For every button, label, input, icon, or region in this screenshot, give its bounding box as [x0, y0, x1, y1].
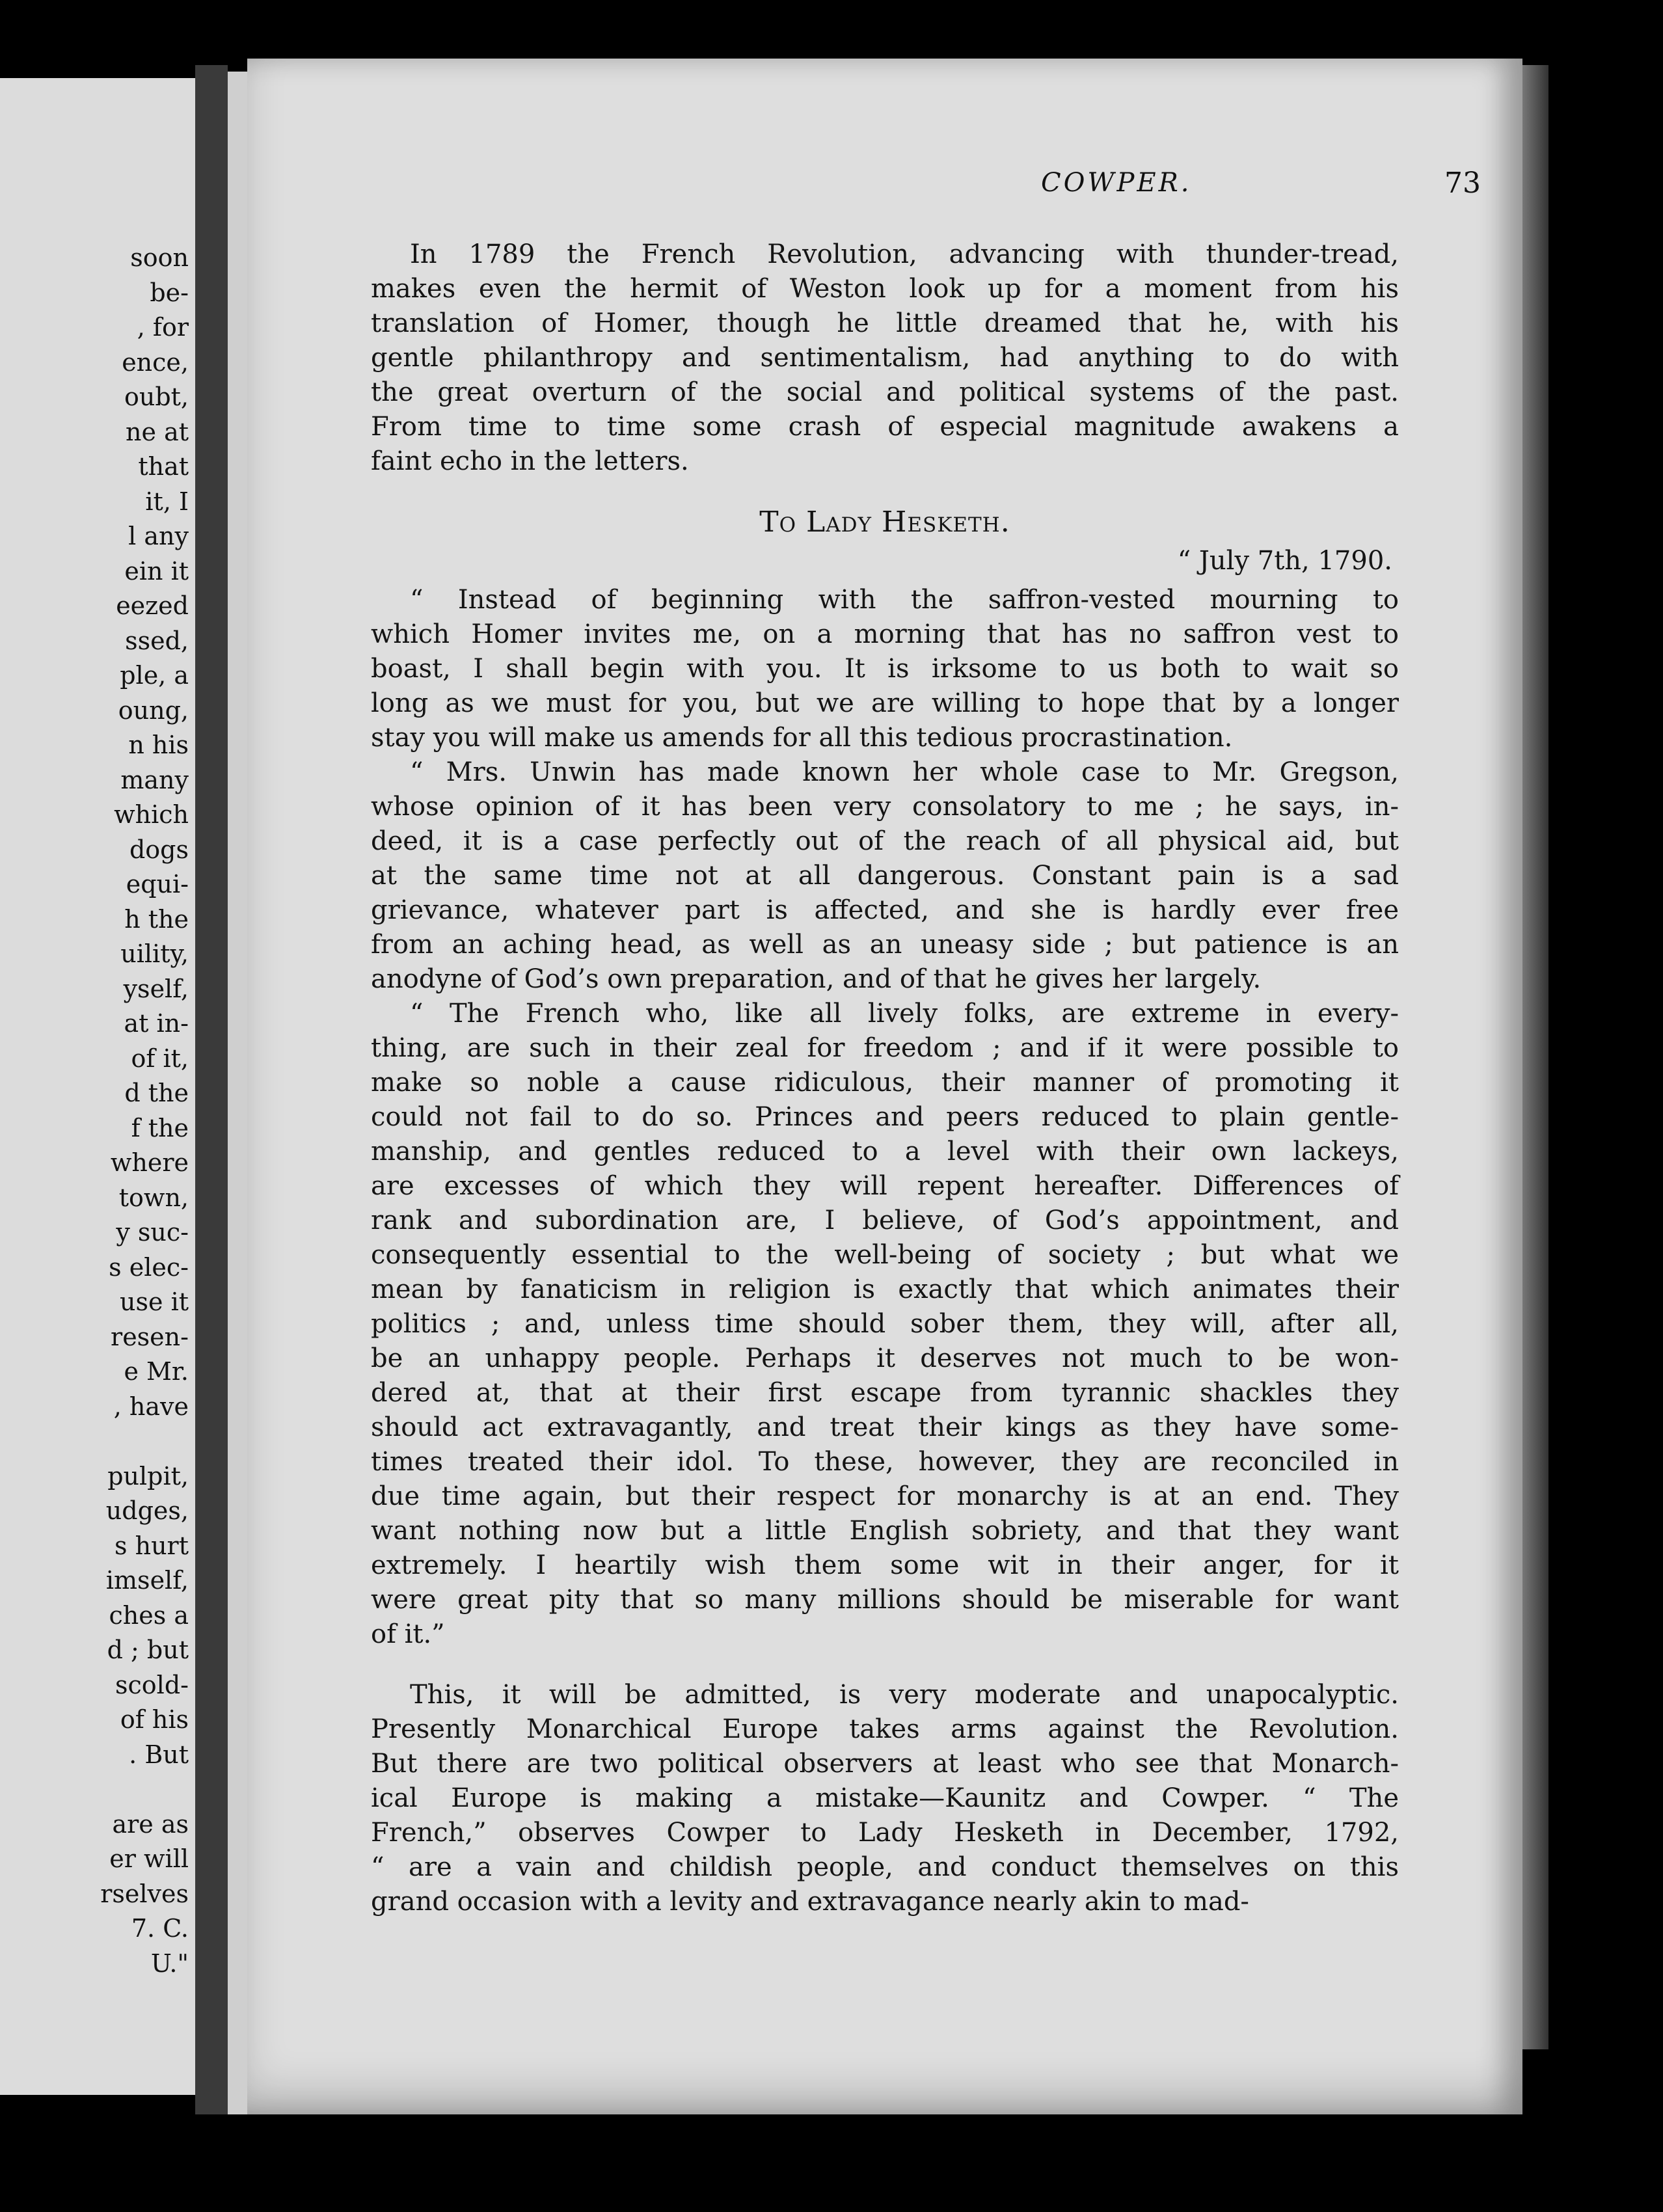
text-line: could not fail to do so. Princes and peers reduced to plain gentle-: [371, 1102, 1399, 1132]
left-page-fragment: oung,: [118, 695, 189, 725]
left-page-fragment: d ; but: [107, 1636, 189, 1664]
left-page-fragment: yself,: [123, 974, 189, 1003]
left-page-fragment: , have: [113, 1392, 189, 1421]
text-line: of it.”: [371, 1619, 445, 1649]
text-line: Presently Monarchical Europe takes arms against the Revolution.: [371, 1714, 1399, 1744]
left-page-fragment: d the: [124, 1079, 189, 1107]
left-page-fragment: of his: [120, 1705, 189, 1734]
left-page-fragment: ssed,: [125, 626, 189, 655]
left-page-fragment: rselves: [100, 1879, 189, 1908]
text-line: dered at, that at their first escape from tyrannic shackles they: [371, 1378, 1399, 1408]
text-line: This, it will be admitted, is very moderate and unapocalyptic.: [410, 1680, 1399, 1710]
left-page-fragment: , for: [137, 313, 189, 342]
text-line: want nothing now but a little English sobriety, and that they want: [371, 1516, 1399, 1546]
left-page-fragment: are as: [112, 1809, 189, 1839]
text-line: From time to time some crash of especial magnitude awakens a: [371, 412, 1399, 442]
text-line: grievance, whatever part is affected, and she is hardly ever free: [371, 895, 1399, 925]
text-line: “ Instead of beginning with the saffron-vested mourning to: [410, 585, 1399, 615]
left-page-fragment: uility,: [120, 939, 189, 968]
text-line: boast, I shall begin with you. It is irksome to us both to wait so: [371, 654, 1399, 684]
text-line: French,” observes Cowper to Lady Hesketh in December, 1792,: [371, 1818, 1399, 1848]
text-line: which Homer invites me, on a morning that has no saffron vest to: [371, 619, 1399, 649]
text-line: “ are a vain and childish people, and conduct themselves on this: [371, 1852, 1399, 1882]
left-page-fragment: resen-: [111, 1322, 189, 1351]
left-page-fragment: ein it: [124, 556, 189, 586]
letter-paragraph-1: [371, 583, 1399, 755]
page-body: [371, 237, 1399, 1919]
letter-heading: To Lady Hesketh.: [759, 506, 1010, 539]
gutter-margin: [228, 72, 247, 2114]
left-page-fragment: that: [138, 452, 189, 481]
text-line: are excesses of which they will repent hereafter. Differences of: [371, 1171, 1399, 1201]
text-line: make so noble a cause ridiculous, their manner of promoting it: [371, 1068, 1399, 1098]
text-line: the great overturn of the social and political systems of the past.: [371, 377, 1399, 407]
letter-date: “ July 7th, 1790.: [1177, 546, 1392, 576]
text-line: consequently essential to the well-being of society ; but what we: [371, 1240, 1399, 1270]
text-line: whose opinion of it has been very consolatory to me ; he says, in-: [371, 792, 1399, 822]
left-page-fragment: at in-: [124, 1009, 189, 1038]
left-page-fragment: scold-: [115, 1670, 189, 1699]
left-page-fragment: pulpit,: [107, 1461, 189, 1490]
text-line: translation of Homer, though he little dreamed that he, with his: [371, 308, 1399, 338]
page-edge-shadow: [1522, 65, 1548, 2049]
text-line: But there are two political observers at least who see that Monarch-: [371, 1749, 1399, 1779]
left-page-fragment: it, I: [145, 487, 189, 516]
left-page-fragment: use it: [120, 1288, 189, 1316]
left-page-fragment: h the: [124, 904, 189, 934]
text-line: faint echo in the letters.: [371, 446, 689, 476]
text-line: thing, are such in their zeal for freedom ; and if it were possible to: [371, 1033, 1399, 1063]
left-page-fragment: y suc-: [116, 1218, 189, 1247]
book-gutter: [195, 65, 228, 2114]
text-line: In 1789 the French Revolution, advancing with thunder-tread,: [410, 239, 1399, 269]
text-line: ical Europe is making a mistake—Kaunitz and Cowper. “ The: [371, 1783, 1399, 1813]
left-page-fragment: [0, 1772, 189, 1807]
left-page-fragment: eezed: [116, 591, 189, 620]
left-page-fragment: ence,: [122, 347, 189, 377]
left-page-fragment: dogs: [129, 835, 189, 864]
text-line: were great pity that so many millions should be miserable for want: [371, 1585, 1399, 1615]
left-page-fragment: f the: [131, 1113, 189, 1142]
left-page-fragment: udges,: [105, 1496, 189, 1525]
text-line: grand occasion with a levity and extravagance nearly akin to mad-: [371, 1887, 1249, 1917]
left-page-fragment: n his: [128, 731, 189, 759]
left-page-fragment: oubt,: [124, 383, 189, 411]
left-page-fragment: where: [110, 1148, 189, 1177]
page-header: [364, 168, 1633, 207]
left-page-fragment: l any: [128, 522, 189, 550]
left-page-fragment: ne at: [126, 417, 189, 446]
text-line: makes even the hermit of Weston look up for a moment from his: [371, 274, 1399, 304]
text-line: due time again, but their respect for monarchy is at an end. They: [371, 1481, 1399, 1511]
left-page-fragment: . But: [129, 1740, 189, 1769]
text-line: “ Mrs. Unwin has made known her whole case to Mr. Gregson,: [410, 757, 1399, 787]
left-page-fragment: soon: [130, 243, 189, 272]
left-page-fragment: town,: [118, 1183, 189, 1212]
left-page-fragment: s hurt: [115, 1531, 189, 1560]
left-page-fragment: which: [114, 800, 189, 829]
left-page-fragment: many: [120, 765, 189, 794]
text-line: be an unhappy people. Perhaps it deserves not much to be won-: [371, 1343, 1399, 1373]
left-page-fragment: be-: [150, 278, 189, 307]
left-page-fragment: equi-: [126, 870, 189, 898]
closing-paragraph: [371, 1678, 1399, 1919]
text-line: deed, it is a case perfectly out of the reach of all physical aid, but: [371, 826, 1399, 856]
letter-paragraph-3: [371, 997, 1399, 1652]
text-line: extremely. I heartily wish them some wit in their anger, for it: [371, 1550, 1399, 1580]
text-line: should act extravagantly, and treat their kings as they have some-: [371, 1412, 1399, 1442]
letter-paragraph-2: [371, 755, 1399, 997]
text-line: manship, and gentles reduced to a level with their own lackeys,: [371, 1137, 1399, 1167]
page-number: 73: [1444, 167, 1481, 200]
previous-page-text-fragments: [0, 241, 189, 1981]
text-line: politics ; and, unless time should sober them, they will, after all,: [371, 1309, 1399, 1339]
left-page-fragment: ches a: [109, 1600, 189, 1630]
text-line: “ The French who, like all lively folks, are extreme in every-: [410, 999, 1399, 1029]
left-page-fragment: ple, a: [120, 661, 189, 690]
text-line: stay you will make us amends for all this tedious procrastination.: [371, 723, 1233, 753]
left-page-fragment: s elec-: [109, 1252, 189, 1282]
text-line: gentle philanthropy and sentimentalism, had anything to do with: [371, 343, 1399, 373]
left-page-fragment: e Mr.: [124, 1357, 189, 1386]
text-line: at the same time not at all dangerous. Constant pain is a sad: [371, 861, 1399, 891]
running-head: COWPER.: [1041, 168, 1192, 198]
text-line: times treated their idol. To these, however, they are reconciled in: [371, 1447, 1399, 1477]
intro-paragraph: [371, 237, 1399, 479]
paragraph-gap: [371, 1652, 1399, 1678]
left-page-fragment: U.": [150, 1949, 189, 1978]
current-page: [247, 59, 1522, 2114]
text-line: rank and subordination are, I believe, of God’s appointment, and: [371, 1206, 1399, 1235]
left-page-fragment: of it,: [131, 1044, 189, 1073]
left-page-fragment: [0, 1424, 189, 1459]
text-line: long as we must for you, but we are willing to hope that by a longer: [371, 688, 1399, 718]
left-page-fragment: er will: [109, 1844, 189, 1873]
text-line: from an aching head, as well as an uneasy side ; but patience is an: [371, 930, 1399, 960]
left-page-fragment: imself,: [105, 1566, 189, 1595]
left-page-fragment: 7. C.: [131, 1914, 189, 1943]
text-line: anodyne of God’s own preparation, and of that he gives her largely.: [371, 964, 1262, 994]
text-line: mean by fanaticism in religion is exactly that which animates their: [371, 1275, 1399, 1304]
